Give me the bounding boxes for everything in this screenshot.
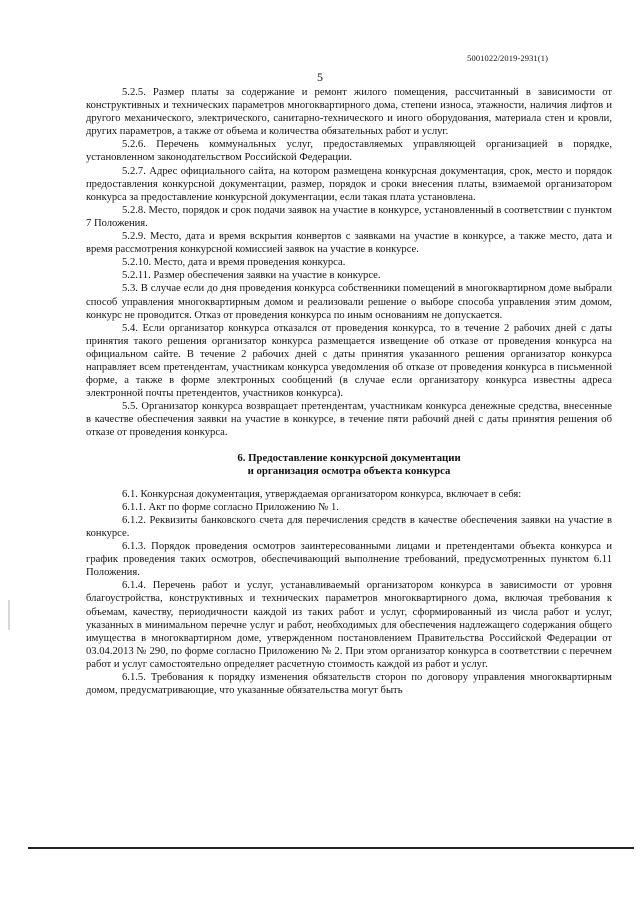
paragraph: 5.2.6. Перечень коммунальных услуг, предоставляемых управляющей организацией в порядке, установленном законодательством Российской Федерации. bbox=[86, 139, 612, 164]
paragraph: 6.1.3. Порядок проведения осмотров заинтересованными лицами и претендентами объекта конкурса и график проведения таких осмотров, обеспечивающий выполнение требований, предусмотренных пунктом 6.11 Положения. bbox=[86, 541, 612, 579]
bottom-scan-line bbox=[28, 847, 634, 849]
paragraph: 5.4. Если организатор конкурса отказался от проведения конкурса, то в течение 2 рабочих дней с даты принятия такого решения организатор конкурса размещается извещение об отказе от проведения конкурса на официальном сайте. В течение 2 рабочих дней с даты принятия указанного решения организатор конкурса направляет всем претендентам, участникам конкурса уведомления об отказе от проведения конкурса в письменной форме, а также в форме электронных сообщений (в случае если организатору конкурса известны адреса электронной почты претендентов, участников конкурса). bbox=[86, 322, 612, 400]
paragraph: 5.2.5. Размер платы за содержание и ремонт жилого помещения, рассчитанный в зависимости от конструктивных и технических параметров многоквартирного дома, степени износа, этажности, наличия лифтов и другого механического, электрического, санитарно-технического и иного оборудования, материала стен и кровли, других параметров, а также от объема и количества обязательных работ и услуг. bbox=[86, 87, 612, 138]
paragraph: 6.1. Конкурсная документация, утверждаемая организатором конкурса, включает в себя: bbox=[122, 488, 522, 500]
paragraph: 5.3. В случае если до дня проведения конкурса собственники помещений в многоквартирном доме выбрали способ управления многоквартирным домом и реализовали решение о выборе способа управления этим домом, конкурс не проводится. Отказ от проведения конкурса по иным основаниям не допускается. bbox=[86, 283, 612, 321]
page-number: 5 bbox=[317, 70, 323, 84]
section-title-line-2: и организация осмотра объекта конкурса bbox=[247, 464, 451, 477]
paragraph: 6.1.4. Перечень работ и услуг, устанавливаемый организатором конкурса в зависимости от уровня благоустройства, конструктивных и технических параметров многоквартирного дома, включая требования к объемам, качеству, периодичности каждой из таких работ и услуг, сформированный из числа работ и услуг, указанных в минимальном перечне услуг и работ, необходимых для обеспечения надлежащего содержания общего имущества в многоквартирном доме, утвержденном постановлением Правительства Российской Федерации от 03.04.2013 № 290, по форме согласно Приложению № 2. При этом организатор конкурса в соответствии с перечнем работ и услуг самостоятельно определяет расчетную стоимость каждой из работ и услуг. bbox=[86, 580, 612, 670]
document-body bbox=[86, 86, 612, 697]
paragraph: 5.5. Организатор конкурса возвращает претендентам, участникам конкурса денежные средства, внесенные в качестве обеспечения заявки на участие в конкурсе, в течение пяти рабочий дней с даты принятия решения об отказе от проведения конкурса. bbox=[86, 401, 612, 439]
scan-mark bbox=[8, 600, 10, 630]
section-title-line-1: 6. Предоставление конкурсной документации bbox=[237, 451, 461, 464]
paragraph: 6.1.5. Требования к порядку изменения обязательств сторон по договору управления многоквартирным домом, предусматривающие, что указанные обязательства могут быть bbox=[86, 672, 612, 697]
paragraph: 6.1.1. Акт по форме согласно Приложению № 1. bbox=[122, 501, 339, 513]
paragraph: 5.2.10. Место, дата и время проведения конкурса. bbox=[122, 257, 346, 269]
paragraph: 5.2.9. Место, дата и время вскрытия конвертов с заявками на участие в конкурсе, а также место, дата и время рассмотрения конкурсной комиссией заявок на участие в конкурсе. bbox=[86, 231, 612, 256]
paragraph: 5.2.8. Место, порядок и срок подачи заявок на участие в конкурсе, установленный в соответствии с пунктом 7 Положения. bbox=[86, 204, 612, 229]
paragraph: 5.2.11. Размер обеспечения заявки на участие в конкурсе. bbox=[122, 270, 381, 282]
paragraph: 6.1.2. Реквизиты банковского счета для перечисления средств в качестве обеспечения заявки на участие в конкурсе. bbox=[86, 514, 612, 539]
section-heading bbox=[86, 452, 612, 478]
document-id: 5001022/2019-2931(1) bbox=[467, 53, 548, 63]
paragraph: 5.2.7. Адрес официального сайта, на котором размещена конкурсная документация, срок, место и порядок предоставления конкурсной документации, размер, порядок и сроки внесения платы, взимаемой организатором конкурса за предоставление конкурсной документации, если такая плата установлена. bbox=[86, 165, 612, 203]
